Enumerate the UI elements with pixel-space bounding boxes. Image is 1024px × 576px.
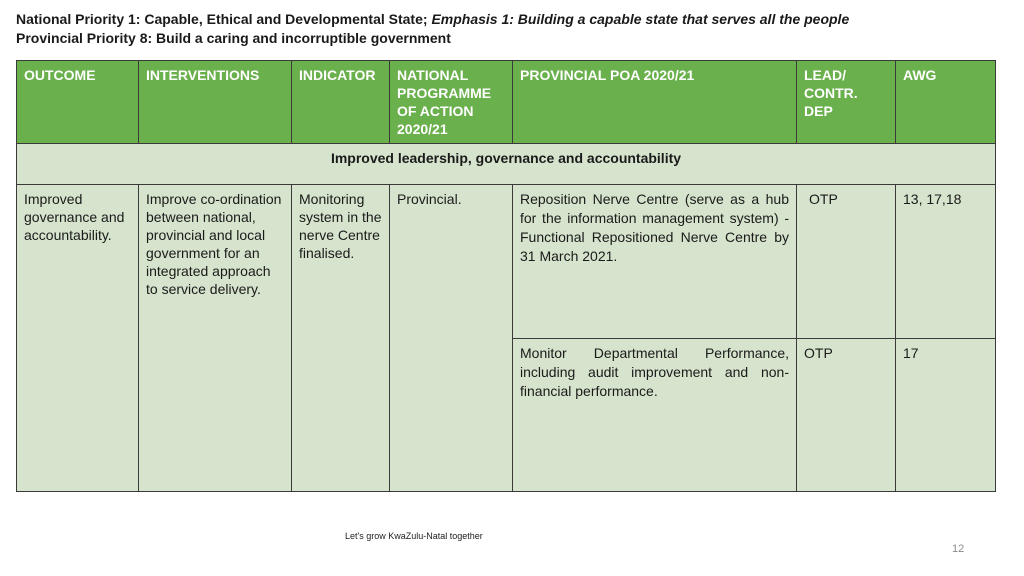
awg-cell: 17 bbox=[896, 339, 996, 492]
awg-cell: 13, 17,18 bbox=[896, 185, 996, 339]
outcome-cell: Improved governance and accountability. bbox=[17, 185, 139, 492]
page-number: 12 bbox=[952, 543, 965, 555]
national-poa-cell: Provincial. bbox=[390, 185, 513, 492]
column-header-awg: AWG bbox=[896, 61, 996, 144]
section-title: Improved leadership, governance and accountability bbox=[17, 144, 996, 185]
provincial-poa-cell: Monitor Departmental Performance, including audit improvement and non-financial performance. bbox=[513, 339, 797, 492]
programme-of-action-table bbox=[16, 60, 996, 492]
lead-dep-cell: OTP bbox=[797, 339, 896, 492]
column-header-lead-dep: LEAD/ CONTR. DEP bbox=[797, 61, 896, 144]
column-header-provincial-poa: PROVINCIAL POA 2020/21 bbox=[513, 61, 797, 144]
indicator-cell: Monitoring system in the nerve Centre finalised. bbox=[292, 185, 390, 492]
column-header-indicator: INDICATOR bbox=[292, 61, 390, 144]
provincial-priority-line: Provincial Priority 8: Build a caring and incorruptible government bbox=[16, 30, 451, 46]
intervention-cell: Improve co-ordination between national, provincial and local government for an integrated approach to service delivery. bbox=[139, 185, 292, 492]
column-header-interventions: INTERVENTIONS bbox=[139, 61, 292, 144]
provincial-poa-cell: Reposition Nerve Centre (serve as a hub for the information management system) - Functional Repositioned Nerve Centre by 31 March 2021. bbox=[513, 185, 797, 339]
column-header-outcome: OUTCOME bbox=[17, 61, 139, 144]
emphasis-text: Emphasis 1: Building a capable state that serves all the people bbox=[431, 11, 850, 27]
table-header-row bbox=[17, 61, 996, 144]
national-priority-line bbox=[16, 10, 1006, 29]
section-row bbox=[17, 144, 996, 185]
table-row bbox=[17, 185, 996, 339]
national-priority-text: National Priority 1: Capable, Ethical and Developmental State; bbox=[16, 11, 432, 27]
page-header bbox=[16, 10, 1006, 48]
column-header-national-poa: NATIONAL PROGRAMME OF ACTION 2020/21 bbox=[390, 61, 513, 144]
footer-tagline: Let's grow KwaZulu-Natal together bbox=[345, 531, 483, 541]
lead-dep-cell: OTP bbox=[797, 185, 896, 339]
